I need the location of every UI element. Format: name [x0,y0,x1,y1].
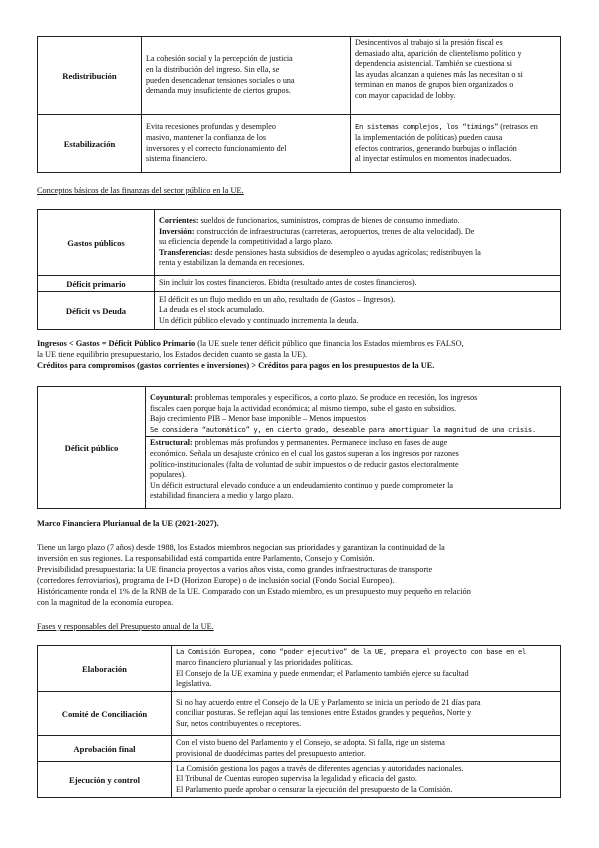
row-label-gastos: Gastos públicos [38,210,155,276]
objectives-table [37,36,561,173]
marco-line: Tiene un largo plazo (7 años) desde 1988, los Estados miembros negocian sus prioridades y garantizan la continuidad de la [37,543,445,552]
section-heading-marco: Marco Financiera Plurianual de la UE (2021-2027). [37,519,219,528]
deficit-publico-description [146,387,561,509]
phases-table [37,645,561,798]
row-label-redistribucion: Redistribución [38,37,142,115]
row-label-aprobacion: Aprobación final [38,736,172,762]
marco-line: (corredores ferroviarios), programa de I+D (Horizon Europe) o de inclusión social (Fondo Social Europeo). [37,576,395,585]
table-row [38,37,561,115]
deficit-coyuntural: Coyuntural: problemas temporales y específicos, a corto plazo. Se produce en recesión, los ingresos fiscales caen porque baja la actividad económica; al mismo tiempo, sube el gasto en subsidios. Bajo crecimiento PIB – Menor base imponible – Menos impuestos Se considera “automático” y, en cierto grado, deseable para amortiguar la magnitud de una crisis. [150,393,536,434]
table-row [38,210,561,276]
gastos-description: Corrientes: sueldos de funcionarios, suministros, compras de bienes de consumo inmediato. Inversión: construcción de infraestructuras (carreteras, aeropuertos, trenes de alta velocidad). De su eficiencia depende la competitividad a largo plazo. Transferencias: desde pensiones hasta subsidios de desempleo o ayudas agrícolas; redistribuyen la renta y estabilizan la demanda en recesiones. [155,210,561,276]
table-row [38,736,561,762]
comite-description: Si no hay acuerdo entre el Consejo de la UE y Parlamento se inicia un período de 21 días para conciliar posturas. Se reflejan aquí las tensiones entre Estados grandes y pequeños, Norte y Sur, netos contribuyentes o receptores. [172,692,561,736]
table-row [38,646,561,692]
marco-line: con la magnitud de la economía europea. [37,598,174,607]
row-label-deficit-vs-deuda: Déficit vs Deuda [38,292,155,330]
section-heading-conceptos: Conceptos básicos de las finanzas del sector público en la UE. [37,186,244,195]
redistribucion-risks: Desincentivos al trabajo si la presión fiscal es demasiado alta, aparición de clientelismo político y dependencia asistencial. También se cuestiona si las ayudas alcanzan a quienes más las necesitan o si terminan en manos de grupos bien organizados o con mayor capacidad de lobby. [351,37,561,115]
estabilizacion-benefits: Evita recesiones profundas y desempleo masivo, mantener la confianza de los inversores y el correcto funcionamiento del sistema financiero. [142,115,351,173]
aprobacion-description: Con el visto bueno del Parlamento y el Consejo, se adopta. Si falla, rige un sistema provisional de duodécimas partes del presupuesto anterior. [172,736,561,762]
table-row [38,276,561,292]
deficit-estructural: Estructural: problemas más profundos y permanentes. Permanece incluso en fases de auge económico. Señala un desajuste crónico en el cual los gastos superan a los ingresos por razones político-institucionales (falta de voluntad de subir impuestos o de reducir gastos electoralmente populares). Un déficit estructural elevado conduce a un endeudamiento continuo y puede comprometer la estabilidad financiera a medio y largo plazo. [146,436,560,503]
elaboracion-description: La Comisión Europea, como “poder ejecutivo” de la UE, prepara el proyecto con base en el marco financiero plurianual y las prioridades políticas. El Consejo de la UE examina y puede enmendar; el Parlamento también ejerce su facultad legislativa. [172,646,561,692]
concepts-table [37,209,561,330]
marco-line: Históricamente ronda el 1% de la RNB de la UE. Comparado con un Estado miembro, es un presupuesto muy pequeño en relación [37,587,471,596]
deficit-table [37,386,561,509]
row-label-elaboracion: Elaboración [38,646,172,692]
redistribucion-benefits: La cohesión social y la percepción de justicia en la distribución del ingreso. Sin ella, se pueden desencadenar tensiones sociales o una demanda muy insuficiente de ciertos grupos. [142,37,351,115]
deficit-vs-deuda-description: El déficit es un flujo medido en un año, resultado de (Gastos – Ingresos). La deuda es el stock acumulado. Un déficit público elevado y continuado incrementa la deuda. [155,292,561,330]
table-row [38,292,561,330]
marco-line: Previsibilidad presupuestaria: la UE financia proyectos a varios años vista, como grandes infraestructuras de transporte [37,565,433,574]
section-heading-fases: Fases y responsables del Presupuesto anual de la UE. [37,622,214,631]
row-label-ejecucion: Ejecución y control [38,762,172,798]
estabilizacion-risks: En sistemas complejos, los “timings” (retrasos en la implementación de políticas) pueden causa efectos contrarios, generando burbujas o inflación al inyectar estímulos en momentos inadecuados. [351,115,561,173]
ingresos-line-2: la UE tiene equilibrio presupuestario, los Estados deciden cuanto se gasta la UE). [37,350,308,359]
ejecucion-description: La Comisión gestiona los pagos a través de diferentes agencias y autoridades nacionales. El Tribunal de Cuentas europeo supervisa la legalidad y eficacia del gasto. El Parlamento puede aprobar o censurar la ejecución del presupuesto de la Comisión. [172,762,561,798]
table-row [38,692,561,736]
table-row [38,115,561,173]
marco-line: inversión en sus regiones. La responsabilidad está compartida entre Parlamento, Consejo y Comisión. [37,554,375,563]
ingresos-line: Ingresos < Gastos = Déficit Público Primario (la UE suele tener déficit público que financia los Estados miembros es FALSO, [37,339,464,348]
table-row [38,387,561,509]
row-label-estabilizacion: Estabilización [38,115,142,173]
creditos-line: Créditos para compromisos (gastos corrientes e inversiones) > Créditos para pagos en los presupuestos de la UE. [37,361,435,370]
row-label-deficit-primario: Déficit primario [38,276,155,292]
table-row [38,762,561,798]
row-label-comite: Comité de Conciliación [38,692,172,736]
row-label-deficit-publico: Déficit público [38,387,146,509]
deficit-primario-description: Sin incluir los costes financieros. Ebidta (resultado antes de costes financieros). [155,276,561,292]
